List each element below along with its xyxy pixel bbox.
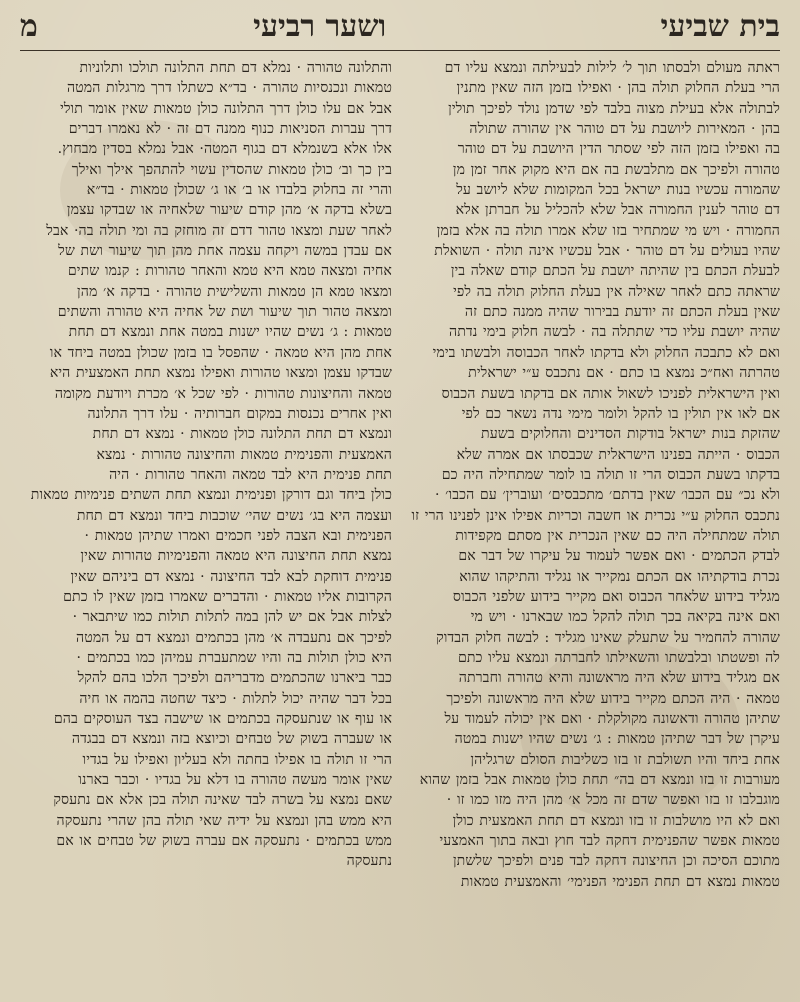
text-line: ואם אינה בקיאה בכך תולה להקל כמו שבארנו · ויש מי — [470, 609, 780, 626]
text-line: שהיה יושבת עליו כדי שתתלה בה · לבשה חלוק בימי נדתה — [449, 324, 780, 341]
text-line: היא ממש בהן ונמצא על ידיה שאי תולה בהן שהרי נתעסקה — [56, 812, 392, 829]
text-line: ונמצא דם תחת התלונה כולן טמאות · נמצא דם תחת — [92, 426, 392, 443]
header-rule — [20, 50, 780, 51]
text-line: הקרובות אליו טמאות · והדברים שאמרו בזמן שאין לו כתם — [63, 588, 392, 605]
text-line: אחת מהן היא טמאה · שהפסל בו בזמן שכולן במטה ביחד או — [49, 344, 392, 361]
running-title-right: ושער רביעי — [253, 8, 387, 44]
text-line: אם עבדן במשה ויקחה עצמה אחת מהן תוך שיעור ושת של — [58, 243, 392, 260]
text-line: שבדקו עצמן ומצאו טהורות ואפילו נמצא תחת האמצעית היא — [49, 365, 392, 382]
text-line: כבר ביארנו שהכתמים מדבריהם ולפיכך הלכו בהם להקל — [77, 670, 392, 687]
text-line: נמצא תחת החיצונה היא טמאה והפנימיות טהורות שאין — [80, 548, 392, 565]
text-line: לה ופשטתו ובלבשתו והשאילתו לחברתה ונמצא עליו כתם — [457, 649, 780, 666]
text-line: והתלונה טהורה · נמלא דם תחת התלונה תולכו ותלוניות — [79, 60, 392, 76]
text-line: טמאות ונכנסיות טהורה · בד״א כשתלו דרך מרגלות המטה — [66, 80, 392, 97]
text-line: מתוכם הסיכה וכן החיצונה דחקה לבד פנים ולפיכך שלשתן — [452, 853, 780, 870]
text-line: טמאות אפשר שהפנימית דחקה לבד חוץ ובאה בתוך האמצעי — [439, 833, 780, 850]
text-line: כולן ביחד וגם דורקן ופנימית ונמצא תחת השתים פנימיות טמאות — [30, 487, 392, 504]
text-line: לפיכך אם נתעבדה א׳ מהן בכתמים ונמצא דם על המטה — [76, 629, 392, 646]
text-line: מוגבלבו זו בזו ואפשר שדם זה מכל א׳ מהן היה מזו כמו זו · — [446, 792, 780, 809]
text-line: ומצאה טהור תוך שיעור ושת של אחיה היא טהורה והשתים — [57, 304, 392, 321]
text-line: שאם נמצא על בשרה לבד שאינה תולה בכן אלא אם נתעסק — [53, 792, 392, 809]
text-line: בכל דבר שהיה יכול לתלות · כיצד שחטה בהמה או חיה — [79, 690, 392, 707]
text-line: ולא נכ״ עם הכבו׳ שאין בדתם׳ מתכבסים׳ ועוברין׳ עם הכבו׳ · — [435, 487, 780, 504]
text-line: הפנימית ובא הצבה לפני חכמים ואמרו שתיהן טמאות · — [84, 527, 392, 544]
page-header — [20, 6, 780, 46]
text-line: היא כולן תולות בה והיו שמתעברת עמיהן כמו בכתמים · — [76, 649, 392, 666]
text-line: נתכבס החלוק ע״י נכרית או חשבה וכריות אפילו אינן לפנינו הרי זו — [411, 507, 780, 524]
text-line: טמאות נמצא דם תחת הפנימי הפנימי׳ והאמצעית טמאות — [460, 873, 780, 890]
text-line: ראתה מעולם ולבסתו תוך ל׳ לילות לבעילתה ונמצא עליו דם — [444, 60, 780, 76]
text-line: אבל אם עלו כולן דרך התלונה כולן טמאות שאין אומר תולי — [60, 100, 392, 117]
text-line: לצלות אבל אם יש להן במה לתלות תולות כמו שיתבאר · — [72, 609, 392, 626]
text-line: טמאות : ג׳ נשים שהיו ישנות במטה אחת ונמצא דם תחת — [68, 324, 392, 341]
text-line: ממש בכתמים · נתעסקה אם עברה בשוק של טבחים או אם — [56, 833, 392, 850]
text-line: תחת פנימית היא לבד טמאה והאחר טהורות · היה — [109, 466, 392, 483]
text-line: שהורה להחמיר על שתעלק שאינו מגליד : לבשה חלוק הבדוק — [436, 629, 780, 646]
text-line: אם מגליד בידוע שלא היה מראשונה והיא טהורה וחברתה — [458, 670, 780, 687]
text-line: הרי זו תולה בו אפילו בחתה ולא בעליון ואפילו על בגדיו — [82, 751, 392, 768]
text-line: ועצמה היא בג׳ נשים שהי׳ שוכבות ביחד ונמצא דם תחת — [76, 507, 392, 524]
text-line: שראתה כתם לאחר שאילה אין בעלת החלוק תולה בה לפי — [453, 283, 780, 300]
column-left — [408, 58, 780, 990]
text-line: והרי זה בחלוק בלבדו או ב׳ או ג׳ שכולן טמאות · בד״א — [86, 182, 392, 199]
text-columns — [20, 58, 780, 990]
text-line: שהמורה עכשיו בנות ישראל בכל המקומות שלא ליושב על — [456, 182, 780, 199]
text-line: מעורבות זו בזו ונמצא דם בה״ תחת כולן טמאות אבל בזמן שהוא — [419, 772, 780, 789]
text-line: החמורה · ויש מי שמתחיר בזו שלא אמרו תולה בה אלא בזמן — [436, 222, 780, 239]
text-line: שהזקת בנות ישראל בודקות הסדינים והחלוקים בשעת — [481, 426, 780, 443]
text-line: בין כך וב׳ כולן טמאות שהסדין עשוי להתהפך אילך ואילך — [71, 161, 392, 178]
running-title-left: בית שביעי — [660, 8, 780, 44]
text-line: בה ואפילו בזמן הזה לפי שסתר הדין היושבת על דם טוהר — [457, 141, 780, 158]
text-line: פנימית דוחקת לבא לבד החיצונה · נמצא דם ביניהם שאין — [70, 568, 392, 585]
text-line: אחיה ומצאה טמא היא טמא והאחר טהורות : קנמו שתים — [67, 263, 392, 280]
text-line: אלו אלא בשנמלא דם בגוף המטה· אבל נמלא בסדין מבחוץ. — [57, 141, 392, 158]
text-line: או עוף או שנתעסקה בכתמים או שישבה בצד העוסקים בהם — [53, 711, 392, 727]
text-line: בהן · המאירות ליושבת על דם טוהר אין שהורה שתולה — [469, 121, 780, 138]
text-line: ומצאו טמא הן טמאות והשלישית טהורה · בדקה א׳ מהן — [77, 283, 392, 300]
text-line: שאין בעלת הכתם זה יודעת בבירור שהיה ממנה כתם זה — [464, 304, 780, 321]
text-line: מגליד בידוע שלאחר הכבוס ואם מקייר בידוע שלפני הכבוס — [452, 588, 780, 605]
text-line: ואם לא היו מושלבות זו בזו ונמצא דם תחת האמצעית כולן — [452, 812, 780, 829]
text-line: או שעברה בשוק של טבחים וכיוצא בזה ונמצא דם בבגדה — [71, 731, 392, 748]
text-line: אחת ביחד והיו תשולבת זו בזו כשליבות הסולם שרגליהן — [470, 751, 780, 768]
text-line: נכרת בודקתיהו אם הכתם נמקייר או נגליד והתיקהו שהוא — [459, 568, 780, 585]
text-line: טמאה והחיצונות טהורות · לפי שכל א׳ מכרת ויודעת מקומה — [54, 385, 392, 402]
text-line: בדקתו בשעת הכבוס הרי זו תולה בו לומר שמתחילה היה כם — [441, 466, 780, 483]
text-line: הרי בעלת החלוק תולה בהן · ואפילו בזמן הזה שאין מתנין — [456, 80, 780, 97]
text-line: טמאה · היה הכתם מקייר בידוע שלא היה מראשונה ולפיכך — [446, 690, 780, 707]
text-line: עיקרן של דבר שתיהן טמאות : ג׳ נשים שהיו ישנות במטה — [454, 731, 780, 748]
text-line: דם טוהר לענין החמורה אבל שלא להכליל על חברתן אלא — [455, 202, 780, 219]
text-line: לבדק הכתמים · ואם אפשר לעמוד על עיקרו של דבר אם — [458, 548, 780, 565]
text-line: לבתולה אלא בעילת מצוה בלבד לפי שדמן נולד לפיכך תולין — [448, 100, 780, 117]
text-line: ואין אחרים נכנסות במקום חברותיה · עלו דרך התלונה — [87, 405, 392, 422]
text-line: לבעלת הכתם בין שהיתה יושבת על הכתם קודם שאלה בין — [450, 263, 780, 280]
text-line: הכבוס · הייתה בפנינו הישראלית שכבסתו אם אמרה שלא — [456, 446, 780, 463]
text-line: ואם לא כתבכה החלוק ולא בדקתו לאחר הכבוסה ולבשתו בימי — [432, 344, 780, 361]
text-line: שתיהן טהורה ודאשונה מקולקלת · ואם אין יכולה לעמוד על — [444, 711, 780, 727]
text-line: טהורה ולפיכך אם מתלבשת בה אם היא מקוק אחר זמן מן — [452, 161, 780, 178]
page-number: מ — [20, 8, 39, 44]
text-line: שאין אומר מעשה טהורה בו דלא על בגדיו · וכבר בארנו — [78, 772, 392, 789]
text-line: שהיו בעולים על דם טוהר · אבל עכשיו אינה תולה · השואלת — [434, 243, 780, 260]
text-line: נתעסקה — [346, 853, 392, 870]
text-line: תולה שמתחילה היה כם שאין הנכרית אין מסתם מקפידות — [455, 527, 780, 544]
text-line: דרך עברות הסניאות כנוף ממנה דם זה · לא נאמרו דברים — [68, 121, 392, 138]
text-line: אם לאו אין תולין בו להקל ולומר מימי נדה נשאר כם לפי — [461, 405, 780, 422]
text-line: טהרתה ואח״כ נמצא בו כתם · אם נתכבס ע״י ישראלית — [468, 365, 780, 382]
text-line: לאחר שעת ומצאו טהור דדם זה מוחזק בה ומי תולה בה· אבל — [46, 222, 392, 239]
text-line: בשלא בדקה א׳ מהן קודם שיעור שלאחיה או שבדקו עצמן — [66, 202, 392, 219]
column-right — [20, 58, 392, 990]
text-line: ואין הישראלית לפניכו לשאול אותה אם בדקתו בשעת הכבוס — [441, 385, 780, 402]
text-line: האמצעית והפנימית טמאות והחיצונה טהורות · נמצא — [96, 446, 392, 463]
